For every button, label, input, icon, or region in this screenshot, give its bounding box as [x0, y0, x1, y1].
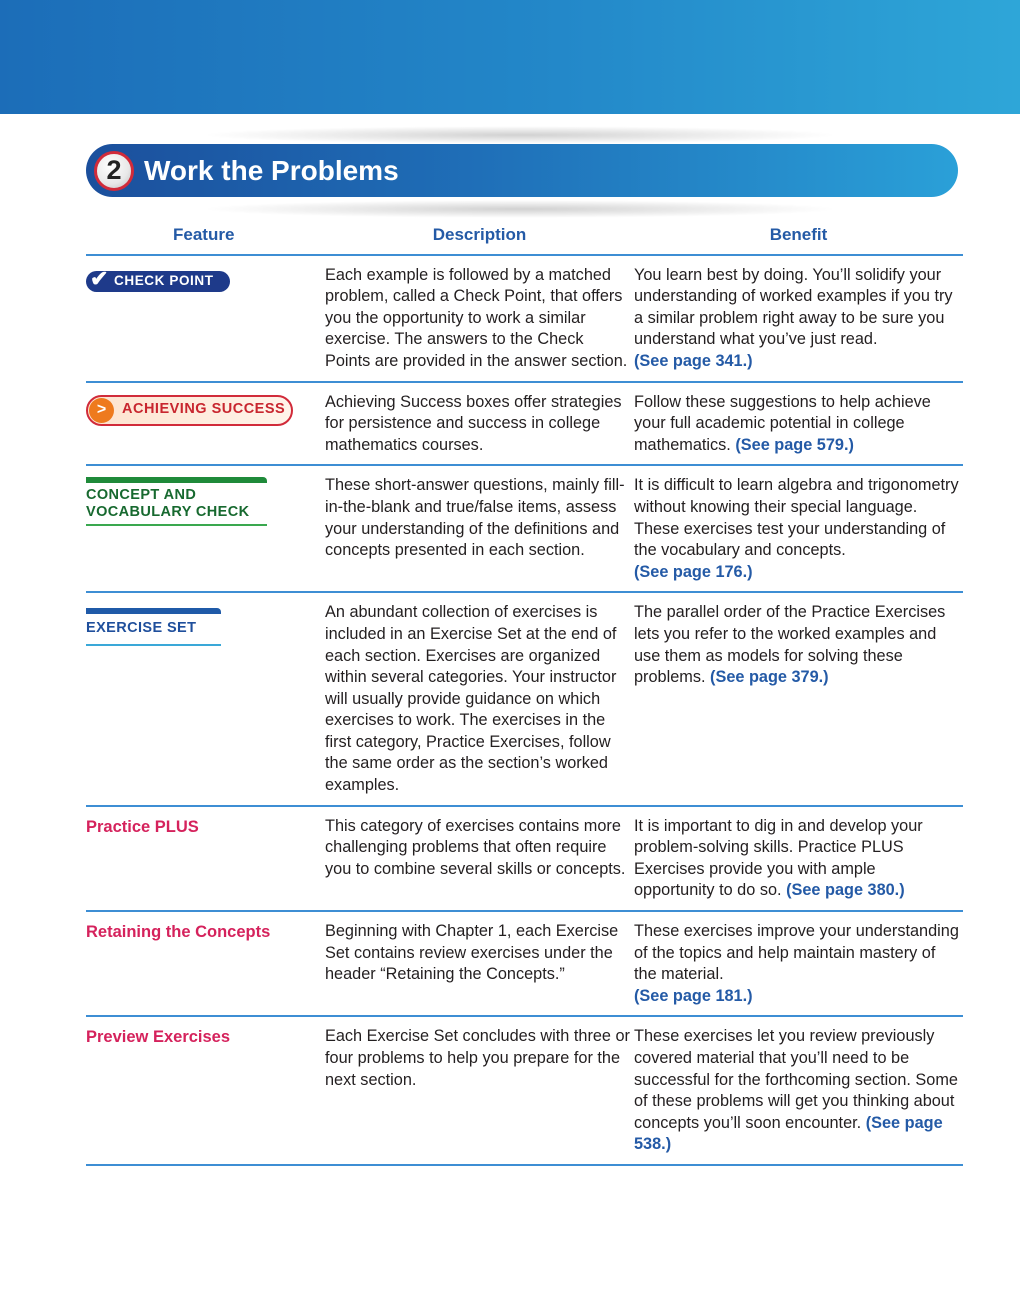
checkmark-icon: ✔: [90, 265, 109, 291]
achieving-success-badge: > ACHIEVING SUCCESS: [86, 395, 293, 426]
feature-cell: [86, 382, 325, 466]
section-number-badge: 2: [94, 151, 134, 191]
description-cell: Beginning with Chapter 1, each Exercise Set contains review exercises under the header “Retaining the Concepts.”: [325, 911, 634, 1016]
exercise-set-badge: EXERCISE SET: [86, 608, 221, 646]
description-cell: This category of exercises contains more challenging problems that often require you to combine several skills or concepts.: [325, 806, 634, 911]
page-reference: (See page 341.): [634, 351, 753, 370]
table-header-row: [86, 222, 963, 255]
page-reference: (See page 579.): [735, 435, 854, 454]
feature-cell: [86, 1016, 325, 1165]
feature-cell: [86, 806, 325, 911]
benefit-cell: These exercises improve your understanding of the topics and help maintain mastery of the material. (See page 181.): [634, 911, 963, 1016]
feature-label: Preview Exercises: [86, 1028, 231, 1047]
table-row: [86, 255, 963, 382]
top-color-band: [0, 0, 1020, 114]
benefit-cell: It is difficult to learn algebra and trigonometry without knowing their special language. These exercises test your understanding of the vocabulary and concepts. (See page 176.): [634, 465, 963, 592]
column-header-description: Description: [325, 222, 634, 255]
description-cell: Each Exercise Set concludes with three or four problems to help you prepare for the next section.: [325, 1016, 634, 1165]
page-reference: (See page 176.): [634, 562, 753, 581]
benefit-cell: Follow these suggestions to help achieve your full academic potential in college mathematics. (See page 579.): [634, 382, 963, 466]
feature-label: Practice PLUS: [86, 817, 199, 836]
shadow-divider: [200, 126, 840, 144]
section-title: Work the Problems: [144, 154, 399, 186]
table-row: [86, 592, 963, 805]
feature-cell: [86, 592, 325, 805]
benefit-cell: The parallel order of the Practice Exercises lets you refer to the worked examples and use them as models for solving these problems. (See page 379.): [634, 592, 963, 805]
page-reference: (See page 379.): [710, 668, 829, 687]
description-cell: These short-answer questions, mainly fill-in-the-blank and true/false items, assess your understanding of the definitions and concepts presented in each section.: [325, 465, 634, 592]
feature-cell: [86, 465, 325, 592]
feature-cell: [86, 255, 325, 382]
chevron-right-icon: >: [89, 398, 114, 423]
features-table: [86, 222, 963, 1166]
check-point-badge: ✔ CHECK POINT: [86, 271, 230, 292]
feature-label: Retaining the Concepts: [86, 923, 271, 942]
table-row: [86, 911, 963, 1016]
table-row: [86, 382, 963, 466]
description-cell: Each example is followed by a matched problem, called a Check Point, that offers you the opportunity to work a similar exercise. The answers to the Check Points are provided in the answer section.: [325, 255, 634, 382]
column-header-feature: Feature: [86, 222, 325, 255]
column-header-benefit: Benefit: [634, 222, 963, 255]
table-row: [86, 465, 963, 592]
benefit-cell: It is important to dig in and develop your problem-solving skills. Practice PLUS Exercises provide you with ample opportunity to do so. (See page 380.): [634, 806, 963, 911]
benefit-cell: These exercises let you review previously covered material that you’ll need to be successful for the forthcoming section. Some of these problems will get you thinking about concepts you’ll soon encounter. (See page 538.): [634, 1016, 963, 1165]
page-reference: (See page 380.): [786, 881, 905, 900]
description-cell: An abundant collection of exercises is included in an Exercise Set at the end of each section. Exercises are organized within several categories. Your instructor will usually provide guidance on which exercises to work. The exercises in the first category, Practice Exercises, follow the same order as the section’s worked examples.: [325, 592, 634, 805]
table-row: [86, 1016, 963, 1165]
page-reference: (See page 538.): [634, 1113, 943, 1154]
section-header-bar: [86, 144, 958, 197]
benefit-cell: You learn best by doing. You’ll solidify your understanding of worked examples if you try a similar problem right away to be sure you understand what you’ve just read. (See page 341.): [634, 255, 963, 382]
table-row: [86, 806, 963, 911]
page-reference: (See page 181.): [634, 986, 753, 1005]
description-cell: Achieving Success boxes offer strategies for persistence and success in college mathematics courses.: [325, 382, 634, 466]
feature-cell: [86, 911, 325, 1016]
concept-vocabulary-check-badge: CONCEPT AND VOCABULARY CHECK: [86, 477, 267, 526]
shadow-divider: [200, 200, 840, 218]
